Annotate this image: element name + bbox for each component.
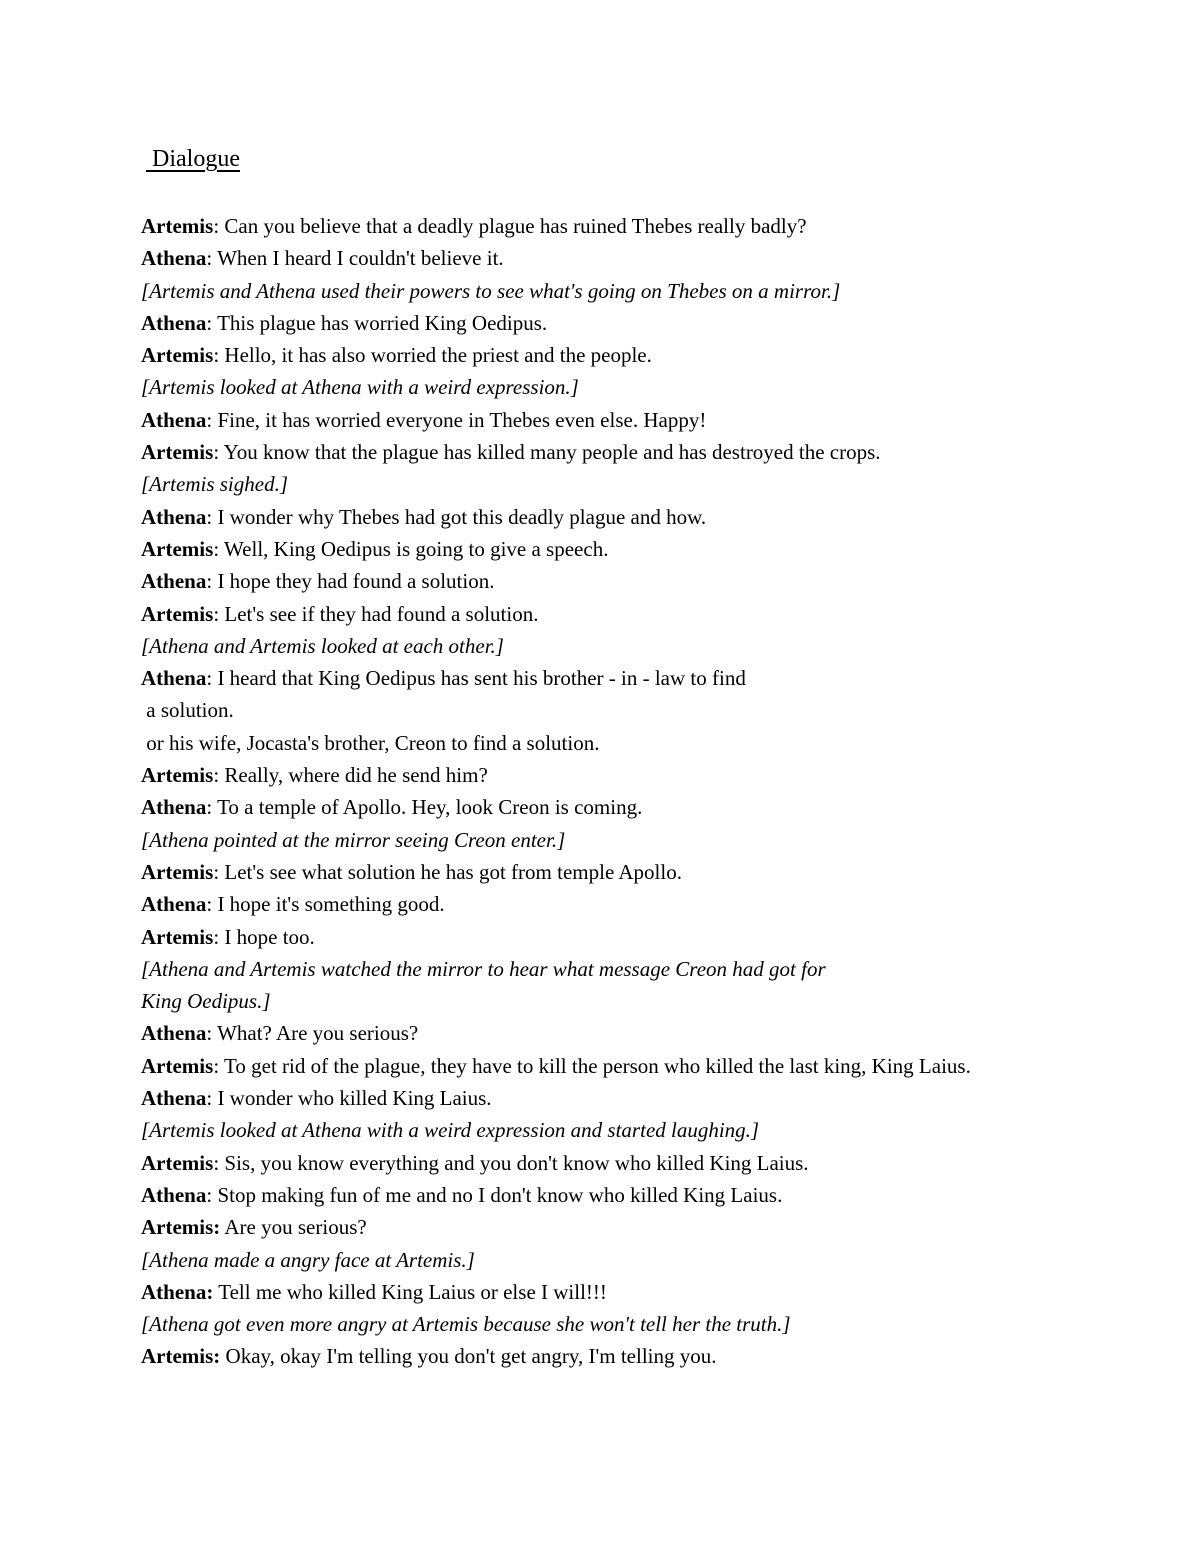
dialogue-line	[141, 1179, 1061, 1211]
dialogue-line	[141, 856, 1061, 888]
speaker-name: Athena:	[141, 1279, 214, 1304]
dialogue-text: What? Are you serious?	[217, 1021, 419, 1046]
dialogue-text: Hello, it has also worried the priest and the people.	[224, 343, 652, 368]
dialogue-body	[141, 210, 1061, 1373]
speaker-name: Athena	[141, 795, 207, 820]
speaker-name: Athena	[141, 1182, 207, 1207]
speaker-name: Artemis	[141, 440, 214, 465]
dialogue-text: I hope they had found a solution.	[217, 569, 495, 594]
dialogue-line	[141, 565, 1061, 597]
dialogue-text: Tell me who killed King Laius or else I will!!!	[218, 1279, 607, 1304]
dialogue-line	[141, 759, 1061, 791]
speaker-separator: :	[213, 440, 224, 465]
speaker-name: Athena	[141, 246, 207, 271]
stage-direction: [Artemis looked at Athena with a weird expression.]	[141, 375, 579, 400]
dialogue-text: Can you believe that a deadly plague has ruined Thebes really badly?	[224, 214, 807, 238]
speaker-separator: :	[206, 1021, 218, 1046]
speaker-name: Athena	[141, 504, 207, 529]
speaker-separator: :	[206, 246, 218, 271]
speaker-separator: :	[213, 763, 225, 788]
speaker-separator: :	[213, 536, 225, 561]
speaker-separator: :	[213, 1150, 225, 1175]
stage-direction: [Artemis looked at Athena with a weird expression and started laughing.]	[141, 1118, 760, 1143]
dialogue-line	[141, 598, 1061, 630]
dialogue-text: When I heard I couldn't believe it.	[217, 246, 504, 271]
speaker-separator: :	[206, 569, 218, 594]
speaker-separator: :	[213, 1053, 225, 1078]
speaker-name: Athena	[141, 1086, 207, 1111]
dialogue-text: Stop making fun of me and no I don't know who killed King Laius.	[217, 1182, 783, 1207]
stage-direction: [Athena made a angry face at Artemis.]	[141, 1247, 475, 1272]
speaker-separator: :	[206, 407, 218, 432]
dialogue-line	[141, 1340, 1061, 1372]
dialogue-line	[141, 1082, 1061, 1114]
speaker-name: Athena	[141, 407, 207, 432]
dialogue-line	[141, 1050, 1061, 1082]
speaker-separator: :	[206, 310, 218, 335]
dialogue-text: I hope it's something good.	[217, 892, 445, 917]
dialogue-line	[141, 404, 1061, 436]
stage-direction: [Athena and Artemis looked at each other.]	[141, 633, 504, 658]
speaker-name: Artemis	[141, 924, 214, 949]
speaker-name: Artemis	[141, 343, 214, 368]
dialogue-line	[141, 1211, 1061, 1243]
dialogue-line	[141, 436, 1061, 468]
dialogue-text: Sis, you know everything and you don't know who killed King Laius.	[224, 1150, 809, 1175]
stage-direction: King Oedipus.]	[141, 989, 271, 1014]
dialogue-text: I wonder who killed King Laius.	[217, 1086, 492, 1111]
speaker-name: Artemis	[141, 859, 214, 884]
dialogue-line	[141, 1017, 1061, 1049]
dialogue-line	[141, 888, 1061, 920]
speaker-name: Athena	[141, 892, 207, 917]
speaker-separator: :	[206, 666, 218, 691]
dialogue-line	[141, 1276, 1061, 1308]
stage-direction: [Artemis and Athena used their powers to see what's going on Thebes on a mirror.]	[141, 278, 841, 303]
dialogue-text: I heard that King Oedipus has sent his brother - in - law to find	[217, 666, 746, 691]
speaker-name: Athena	[141, 569, 207, 594]
page-title: Dialogue	[146, 146, 240, 172]
dialogue-line	[141, 662, 1061, 694]
speaker-separator: :	[206, 795, 218, 820]
speaker-separator: :	[213, 859, 225, 884]
dialogue-text: Okay, okay I'm telling you don't get angry, I'm telling you.	[225, 1344, 717, 1369]
dialogue-line	[141, 307, 1061, 339]
speaker-name: Athena	[141, 310, 207, 335]
dialogue-text: To a temple of Apollo. Hey, look Creon is coming.	[217, 795, 643, 820]
dialogue-text: To get rid of the plague, they have to kill the person who killed the last king, King Laius.	[224, 1053, 971, 1078]
stage-direction: [Athena got even more angry at Artemis because she won't tell her the truth.]	[141, 1312, 791, 1337]
speaker-separator: :	[213, 214, 225, 238]
speaker-name: Artemis:	[141, 1215, 221, 1240]
speaker-name: Athena	[141, 1021, 207, 1046]
speaker-name: Artemis	[141, 214, 214, 238]
dialogue-text: Are you serious?	[224, 1215, 367, 1240]
dialogue-continuation: a solution.	[141, 698, 234, 723]
speaker-separator: :	[206, 892, 218, 917]
speaker-name: Artemis	[141, 1053, 214, 1078]
dialogue-text: You know that the plague has killed many people and has destroyed the crops.	[223, 440, 881, 465]
dialogue-text: Fine, it has worried everyone in Thebes even else. Happy!	[217, 407, 707, 432]
dialogue-text: This plague has worried King Oedipus.	[217, 310, 548, 335]
dialogue-line	[141, 921, 1061, 953]
speaker-separator: :	[213, 601, 225, 626]
dialogue-text: Really, where did he send him?	[224, 763, 488, 788]
speaker-name: Artemis	[141, 601, 214, 626]
stage-direction: [Artemis sighed.]	[141, 472, 288, 497]
speaker-name: Artemis	[141, 1150, 214, 1175]
dialogue-line	[141, 791, 1061, 823]
dialogue-text: I wonder why Thebes had got this deadly plague and how.	[217, 504, 707, 529]
speaker-name: Artemis:	[141, 1344, 221, 1369]
speaker-separator: :	[213, 343, 225, 368]
speaker-separator: :	[213, 924, 225, 949]
dialogue-line	[141, 1147, 1061, 1179]
dialogue-line	[141, 533, 1061, 565]
speaker-name: Athena	[141, 666, 207, 691]
stage-direction: [Athena pointed at the mirror seeing Creon enter.]	[141, 827, 566, 852]
dialogue-line	[141, 339, 1061, 371]
dialogue-line	[141, 501, 1061, 533]
dialogue-text: Let's see if they had found a solution.	[224, 601, 539, 626]
dialogue-continuation: or his wife, Jocasta's brother, Creon to find a solution.	[141, 730, 600, 755]
dialogue-text: Well, King Oedipus is going to give a speech.	[224, 536, 609, 561]
dialogue-text: I hope too.	[224, 924, 315, 949]
speaker-name: Artemis	[141, 536, 214, 561]
dialogue-line	[141, 242, 1061, 274]
stage-direction: [Athena and Artemis watched the mirror to hear what message Creon had got for	[141, 956, 826, 981]
speaker-name: Artemis	[141, 763, 214, 788]
dialogue-line	[141, 210, 1061, 242]
speaker-separator: :	[206, 1086, 218, 1111]
dialogue-text: Let's see what solution he has got from temple Apollo.	[224, 859, 682, 884]
speaker-separator: :	[206, 504, 218, 529]
speaker-separator: :	[206, 1182, 218, 1207]
